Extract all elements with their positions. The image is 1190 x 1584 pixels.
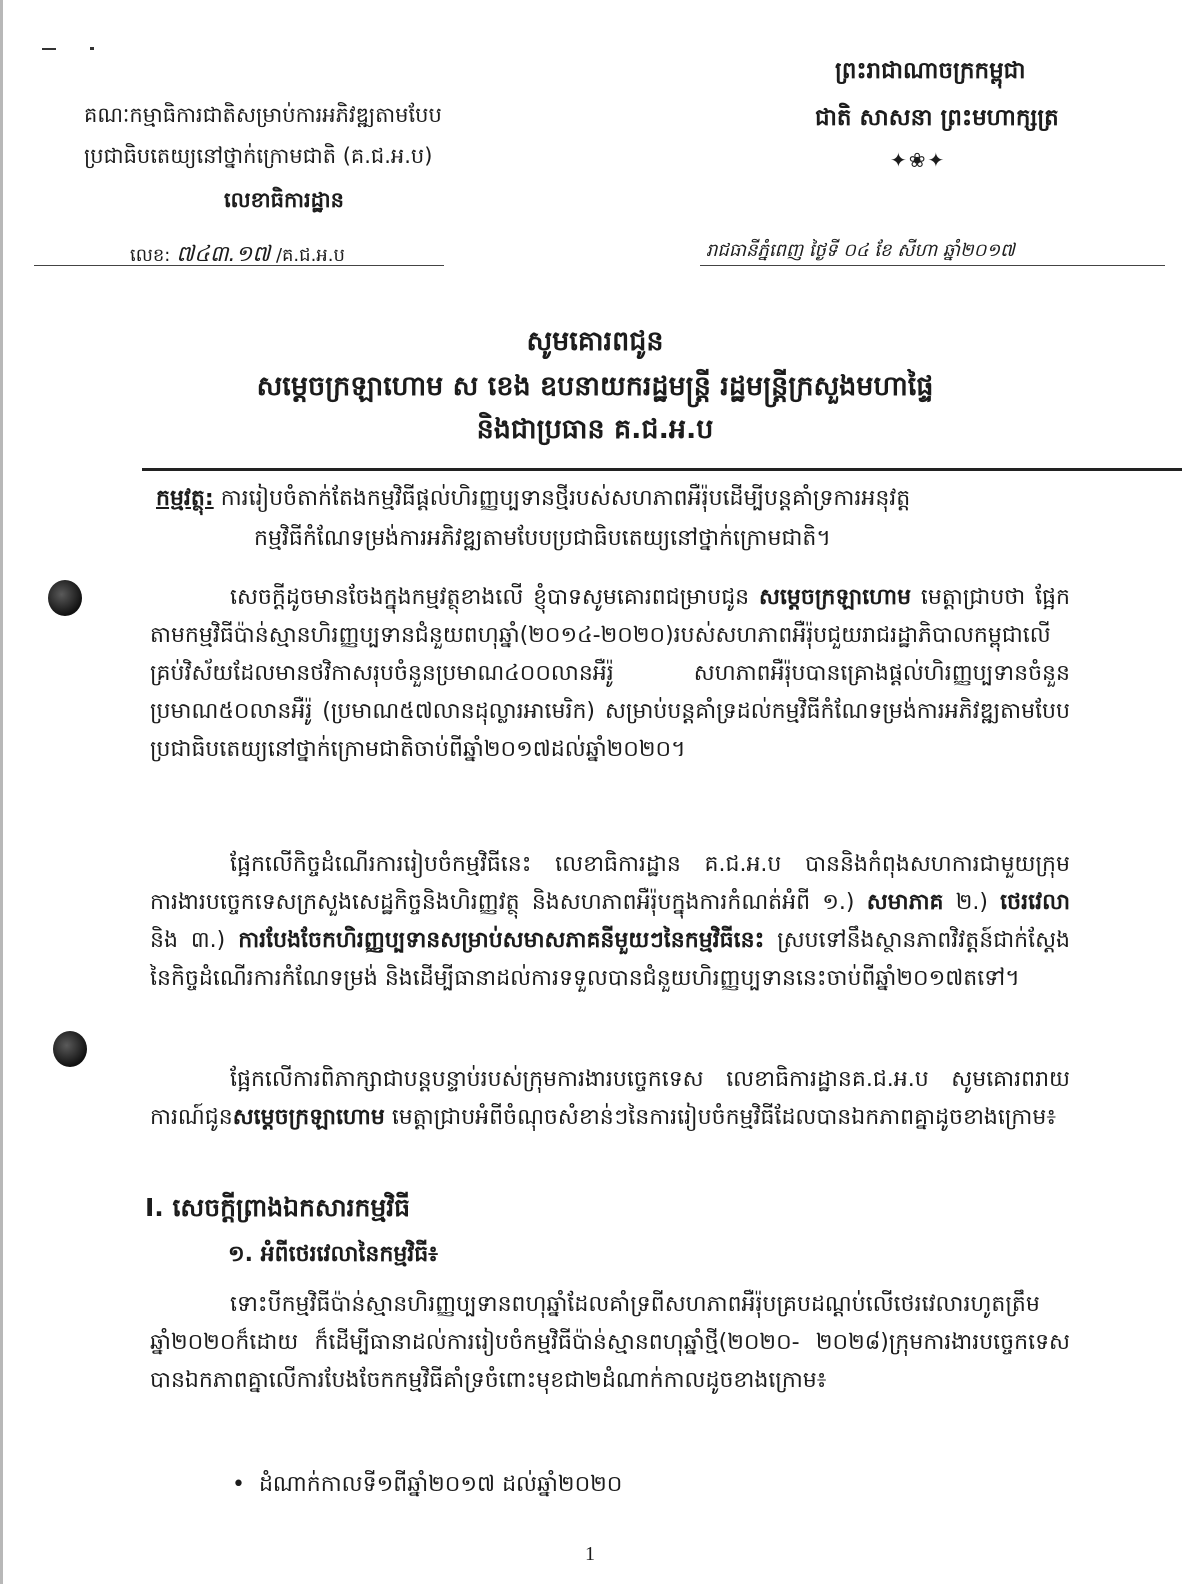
- paragraph-4: ទោះបីកម្មវិធីប៉ាន់ស្មានហិរញ្ញប្បទានពហុឆ្នាំដែលគាំទ្រពីសហភាពអឺរ៉ុបគ្របដណ្តប់លើថេរវេលារហូតត្រឹមឆ្នាំ២០២០ក៏ដោយ ក៏ដើម្បីធានាដល់ការរៀបចំកម្មវិធីប៉ាន់ស្មានពហុឆ្នាំថ្មី(២០២០- ២០២៨)ក្រុមការងារបច្ចេកទេសបានឯកភាពគ្នាលើការបែងចែកកម្មវិធីគាំទ្រចំពោះមុខជា២ដំណាក់កាលដូចខាងក្រោម៖: [150, 1292, 1070, 1393]
- national-motto: ជាតិ សាសនា ព្រះមហាក្សត្រ: [815, 105, 1059, 131]
- bullet-item: [232, 1470, 622, 1502]
- p2-bold-duration: ថេរវេលា: [1000, 890, 1070, 915]
- p2-text-a: ផ្អែកលើកិច្ចដំណើរការរៀបចំកម្មវិធីនេះ លេខាធិការដ្ឋាន គ.ជ.អ.ប បាននិងកំពុងសហការជាមួយក្រុមការងារបច្ចេកទេសក្រសួងសេដ្ឋកិច្ចនិងហិរញ្ញវត្ថុ និងសហភាពអឺរ៉ុបក្នុងការកំណត់អំពី ១.): [150, 852, 1070, 915]
- reference-number: [130, 240, 345, 272]
- paragraph-3: [150, 1061, 1070, 1137]
- p3-bold-title: សម្តេចក្រឡាហោម: [232, 1105, 385, 1130]
- scan-speck: [42, 48, 56, 50]
- p2-bold-components: សមាភាគ: [866, 890, 944, 915]
- section-heading-1: I. សេចក្តីព្រាងឯកសារកម្មវិធី: [145, 1193, 411, 1222]
- bullet-icon: •: [232, 1472, 259, 1497]
- ref-handwritten-number: ៧៤៣.១៧: [176, 242, 271, 267]
- ref-prefix: លេខ:: [130, 245, 171, 266]
- kingdom-name: ព្រះរាជាណាចក្រកម្ពុជា: [835, 58, 1026, 84]
- paragraph-2: [150, 846, 1070, 998]
- date-line: រាជធានីភ្នំពេញ ថ្ងៃទី ០៤ ខែ សីហា ឆ្នាំ២០១៧: [706, 240, 1015, 261]
- date-underline: [700, 265, 1165, 266]
- subsection-heading-1: ១. អំពីថេរវេលានៃកម្មវិធី៖: [228, 1242, 438, 1267]
- secretariat-label: លេខាធិការដ្ឋាន: [224, 188, 344, 212]
- p2-text-d: និង ៣.): [150, 928, 239, 953]
- p1-text-a: សេចក្តីដូចមានចែងក្នុងកម្មវត្ថុខាងលើ ខ្ញុំបាទសូមគោរពជម្រាបជូន: [230, 585, 759, 610]
- page-number: 1: [585, 1543, 595, 1565]
- p3-text-a: ផ្អែកលើការពិភាក្សាជាបន្តបន្ទាប់របស់ក្រុមការងារបច្ចេកទេស លេខាធិការដ្ឋានគ.ជ.អ.ប សូមគោរពរាយការណ៍ជូន: [150, 1067, 1070, 1130]
- addressee-role: និងជាប្រធាន គ.ជ.អ.ប: [476, 414, 714, 445]
- punch-hole: [53, 1031, 87, 1067]
- separator-line: [142, 468, 1182, 471]
- bullet-text: ដំណាក់កាលទី១ពីឆ្នាំ២០១៧ ដល់ឆ្នាំ២០២០: [258, 1472, 623, 1497]
- p3-text-b: មេត្តាជ្រាបអំពីចំណុចសំខាន់ៗនៃការរៀបចំកម្មវិធីដែលបានឯកភាពគ្នាដូចខាងក្រោម៖: [384, 1105, 1057, 1130]
- org-name-line2: ប្រជាធិបតេយ្យនៅថ្នាក់ក្រោមជាតិ (គ.ជ.អ.ប): [84, 144, 433, 168]
- salutation: សូមគោរពជូន: [526, 326, 664, 357]
- p1-text-b: មេត្តាជ្រាបថា ផ្អែកតាមកម្មវិធីប៉ាន់ស្មានហិរញ្ញប្បទានជំនួយពហុឆ្នាំ(២០១៤-២០២០)របស់សហភាពអឺរ៉ុបជួយរាជរដ្ឋាភិបាលកម្ពុជាលើគ្រប់វិស័យដែលមានថវិកាសរុបចំនួនប្រមាណ៤០០លានអឺរ៉ូ សហភាពអឺរ៉ុបបានគ្រោងផ្តល់ហិរញ្ញប្បទានចំនួនប្រមាណ៥០លានអឺរ៉ូ (ប្រមាណ៥៧លានដុល្លារអាមេរិក) សម្រាប់បន្តគាំទ្រដល់កម្មវិធីកំណែទម្រង់ការអភិវឌ្ឍតាមបែបប្រជាធិបតេយ្យនៅថ្នាក់ក្រោមជាតិចាប់ពីឆ្នាំ២០១៧ដល់ឆ្នាំ២០២០។: [150, 585, 1070, 762]
- ref-suffix: /គ.ជ.អ.ប: [275, 245, 345, 266]
- ornament-icon: ✦❀✦: [890, 148, 947, 172]
- scan-speck: [90, 47, 94, 50]
- p2-text-e: ស្របទៅនឹងស្ថានភាពវិវត្តន៍ជាក់ស្តែងនៃកិច្ចដំណើរការកំណែទម្រង់ និងដើម្បីធានាដល់ការទទួលបានជំនួយហិរញ្ញប្បទាននេះចាប់ពីឆ្នាំ២០១៧តទៅ។: [150, 928, 1071, 991]
- subject-line2: កម្មវិធីកំណែទម្រង់ការអភិវឌ្ឍតាមបែបប្រជាធិបតេយ្យនៅថ្នាក់ក្រោមជាតិ។: [254, 526, 831, 551]
- subject-block: [156, 481, 1056, 516]
- org-name-line1: គណៈកម្មាធិការជាតិសម្រាប់ការអភិវឌ្ឍតាមបែប: [84, 103, 442, 127]
- p1-bold-title: សម្តេចក្រឡាហោម: [758, 585, 912, 610]
- addressee-name: សម្តេចក្រឡាហោម ស ខេង ឧបនាយករដ្ឋមន្ត្រី រដ្ឋមន្ត្រីក្រសួងមហាផ្ទៃ: [256, 371, 934, 402]
- subject-line1: ការរៀបចំតាក់តែងកម្មវិធីផ្តល់ហិរញ្ញប្បទានថ្មីរបស់សហភាពអឺរ៉ុបដើម្បីបន្តគាំទ្រការអនុវត្ត: [220, 486, 911, 511]
- p2-text-c: ២.): [943, 890, 1001, 915]
- punch-hole: [48, 580, 82, 616]
- subject-label: កម្មវត្ថុ:: [156, 486, 214, 511]
- scan-edge-shadow: [0, 0, 3, 1584]
- paragraph-1: [150, 579, 1070, 769]
- p2-bold-allocation: ការបែងចែកហិរញ្ញប្បទានសម្រាប់សមាសភាគនីមួយៗនៃកម្មវិធីនេះ: [238, 928, 765, 953]
